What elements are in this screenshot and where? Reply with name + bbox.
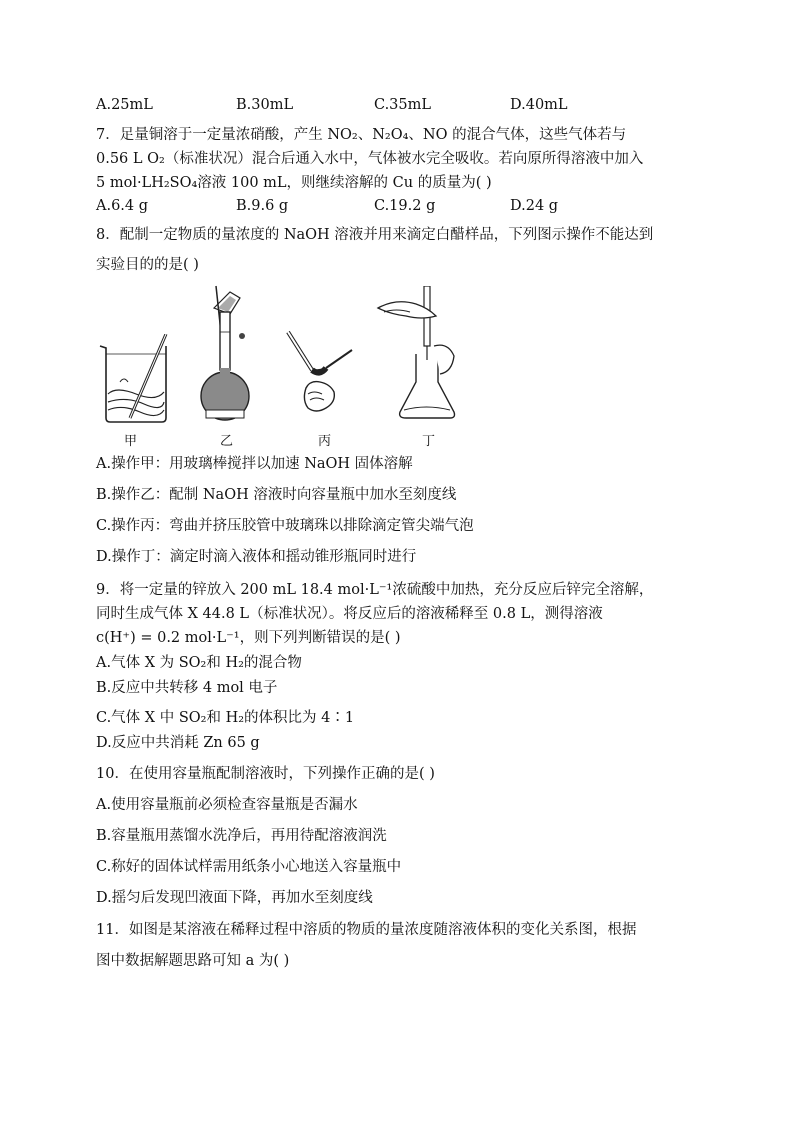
q10-stem: 10．在使用容量瓶配制溶液时，下列操作正确的是( ) <box>96 766 435 782</box>
figure-caption-bing: 丙 <box>318 434 332 449</box>
figure-caption-yi: 乙 <box>220 434 234 449</box>
q10-option-c[interactable]: C.称好的固体试样需用纸条小心地送入容量瓶中 <box>96 859 402 875</box>
q8-figure <box>96 282 456 447</box>
q6-option-c[interactable]: C.35mL <box>374 97 432 113</box>
q8-stem-line2: 实验目的的是( ) <box>96 257 199 273</box>
q9-stem-line3: c(H⁺) = 0.2 mol·L⁻¹，则下列判断错误的是( ) <box>96 630 401 646</box>
titration-illustration <box>366 286 456 424</box>
q10-option-b[interactable]: B.容量瓶用蒸馏水洗净后，再用待配溶液润洗 <box>96 828 387 844</box>
q7-option-b[interactable]: B.9.6 g <box>236 198 289 214</box>
q8-option-c[interactable]: C.操作丙：弯曲并挤压胶管中玻璃珠以排除滴定管尖端气泡 <box>96 518 474 534</box>
q6-option-d[interactable]: D.40mL <box>510 97 568 113</box>
q9-option-d[interactable]: D.反应中共消耗 Zn 65 g <box>96 735 260 751</box>
q6-option-b[interactable]: B.30mL <box>236 97 294 113</box>
q10-option-a[interactable]: A.使用容量瓶前必须检查容量瓶是否漏水 <box>96 797 358 813</box>
q9-option-a[interactable]: A.气体 X 为 SO₂和 H₂的混合物 <box>96 655 302 671</box>
q7-stem-line3: 5 mol·LH₂SO₄溶液 100 mL，则继续溶解的 Cu 的质量为( ) <box>96 175 492 191</box>
q7-option-a[interactable]: A.6.4 g <box>96 198 149 214</box>
q8-stem-line1: 8．配制一定物质的量浓度的 NaOH 溶液并用来滴定白醋样品，下列图示操作不能达到 <box>96 227 654 243</box>
q6-option-a[interactable]: A.25mL <box>96 97 153 113</box>
q9-option-b[interactable]: B.反应中共转移 4 mol 电子 <box>96 680 278 696</box>
figure-caption-ding: 丁 <box>422 434 436 449</box>
q11-stem-line1: 11．如图是某溶液在稀释过程中溶质的物质的量浓度随溶液体积的变化关系图，根据 <box>96 922 637 938</box>
figure-caption-jia: 甲 <box>124 434 138 449</box>
q8-option-d[interactable]: D.操作丁：滴定时滴入液体和摇动锥形瓶同时进行 <box>96 549 417 565</box>
q9-stem-line1: 9．将一定量的锌放入 200 mL 18.4 mol·L⁻¹浓硫酸中加热，充分反应后锌完全溶解， <box>96 582 654 598</box>
q10-option-d[interactable]: D.摇匀后发现凹液面下降，再加水至刻度线 <box>96 890 373 906</box>
q7-stem-line1: 7．足量铜溶于一定量浓硝酸，产生 NO₂、N₂O₄、NO 的混合气体，这些气体若与 <box>96 127 627 143</box>
q7-option-d[interactable]: D.24 g <box>510 198 559 214</box>
q9-option-c[interactable]: C.气体 X 中 SO₂和 H₂的体积比为 4∶1 <box>96 710 355 726</box>
q8-option-a[interactable]: A.操作甲：用玻璃棒搅拌以加速 NaOH 固体溶解 <box>96 456 413 472</box>
q7-options <box>96 198 656 216</box>
q8-option-b[interactable]: B.操作乙：配制 NaOH 溶液时向容量瓶中加水至刻度线 <box>96 487 457 503</box>
burette-bubble-illustration <box>286 330 366 420</box>
volumetric-flask-illustration <box>200 282 260 424</box>
q9-stem-line2: 同时生成气体 X 44.8 L（标准状况）。将反应后的溶液稀释至 0.8 L，测得溶液 <box>96 606 603 622</box>
q6-options <box>96 97 656 115</box>
q7-option-c[interactable]: C.19.2 g <box>374 198 436 214</box>
q11-stem-line2: 图中数据解题思路可知 a 为( ) <box>96 953 290 969</box>
q7-stem-line2: 0.56 L O₂（标准状况）混合后通入水中，气体被水完全吸收。若向原所得溶液中加入 <box>96 151 644 167</box>
beaker-stirring-illustration <box>96 334 176 424</box>
